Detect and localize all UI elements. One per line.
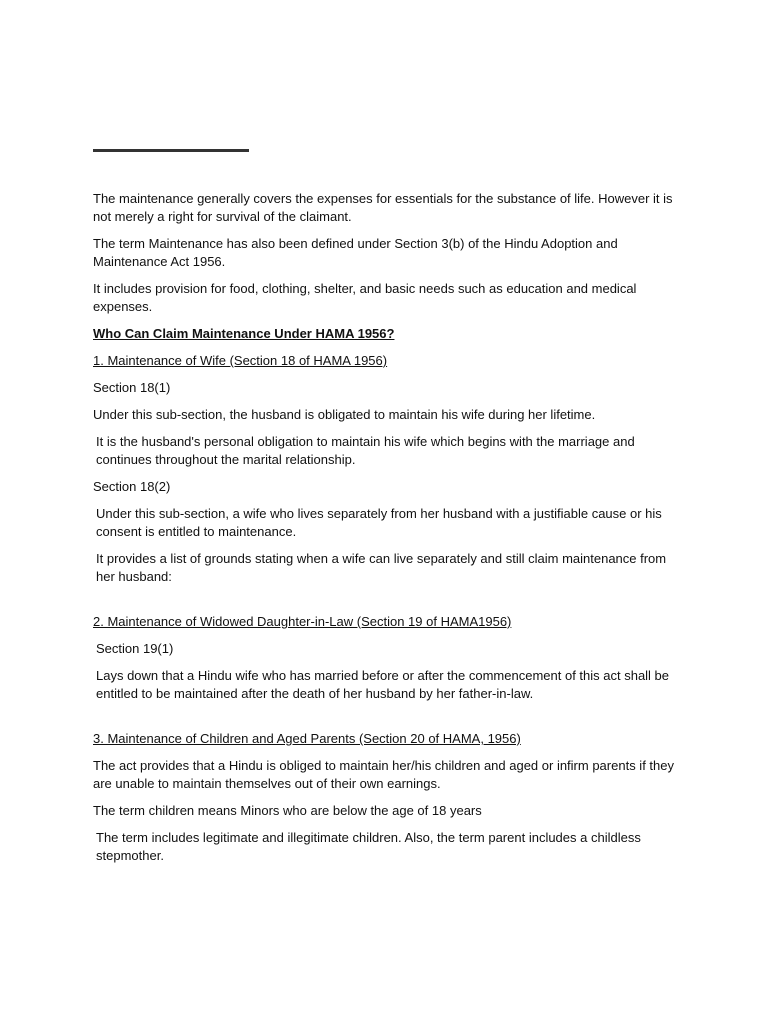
horizontal-rule bbox=[93, 149, 249, 152]
subsection-label-18-1: Section 18(1) bbox=[93, 380, 171, 395]
paragraph-18-2-a: Under this sub-section, a wife who lives separately from her husband with a justifiable cause or his consent is entitled to maintenance. bbox=[96, 506, 662, 539]
section-heading-wife: 1. Maintenance of Wife (Section 18 of HAMA 1956) bbox=[93, 353, 388, 368]
document-body bbox=[93, 190, 683, 874]
section-heading-widowed-daughter: 2. Maintenance of Widowed Daughter-in-Law (Section 19 of HAMA1956) bbox=[93, 614, 512, 629]
paragraph-19-1: Lays down that a Hindu wife who has married before or after the commencement of this act shall be entitled to be maintained after the death of her husband by her father-in-law. bbox=[96, 668, 670, 701]
section-heading-children-parents: 3. Maintenance of Children and Aged Parents (Section 20 of HAMA, 1956) bbox=[93, 731, 521, 746]
paragraph-18-2-b: It provides a list of grounds stating when a wife can live separately and still claim maintenance from her husband: bbox=[96, 551, 667, 584]
paragraph-20-b: The term children means Minors who are below the age of 18 years bbox=[93, 803, 482, 818]
paragraph-20-c: The term includes legitimate and illegitimate children. Also, the term parent includes a childless stepmother. bbox=[96, 830, 641, 863]
paragraph-18-1-a: Under this sub-section, the husband is obligated to maintain his wife during her lifetime. bbox=[93, 407, 596, 422]
subsection-label-18-2: Section 18(2) bbox=[93, 479, 171, 494]
paragraph-intro: The maintenance generally covers the expenses for essentials for the substance of life. However it is not merely a right for survival of the claimant. bbox=[93, 191, 673, 224]
paragraph-18-1-b: It is the husband's personal obligation to maintain his wife which begins with the marriage and continues throughout the marital relationship. bbox=[96, 434, 635, 467]
subsection-label-19-1: Section 19(1) bbox=[96, 641, 174, 656]
paragraph-definition: The term Maintenance has also been defined under Section 3(b) of the Hindu Adoption and Maintenance Act 1956. bbox=[93, 236, 618, 269]
paragraph-provisions: It includes provision for food, clothing, shelter, and basic needs such as education and medical expenses. bbox=[93, 281, 637, 314]
main-heading: Who Can Claim Maintenance Under HAMA 1956? bbox=[93, 326, 395, 341]
paragraph-20-a: The act provides that a Hindu is obliged to maintain her/his children and aged or infirm parents if they are unable to maintain themselves out of their own earnings. bbox=[93, 758, 674, 791]
